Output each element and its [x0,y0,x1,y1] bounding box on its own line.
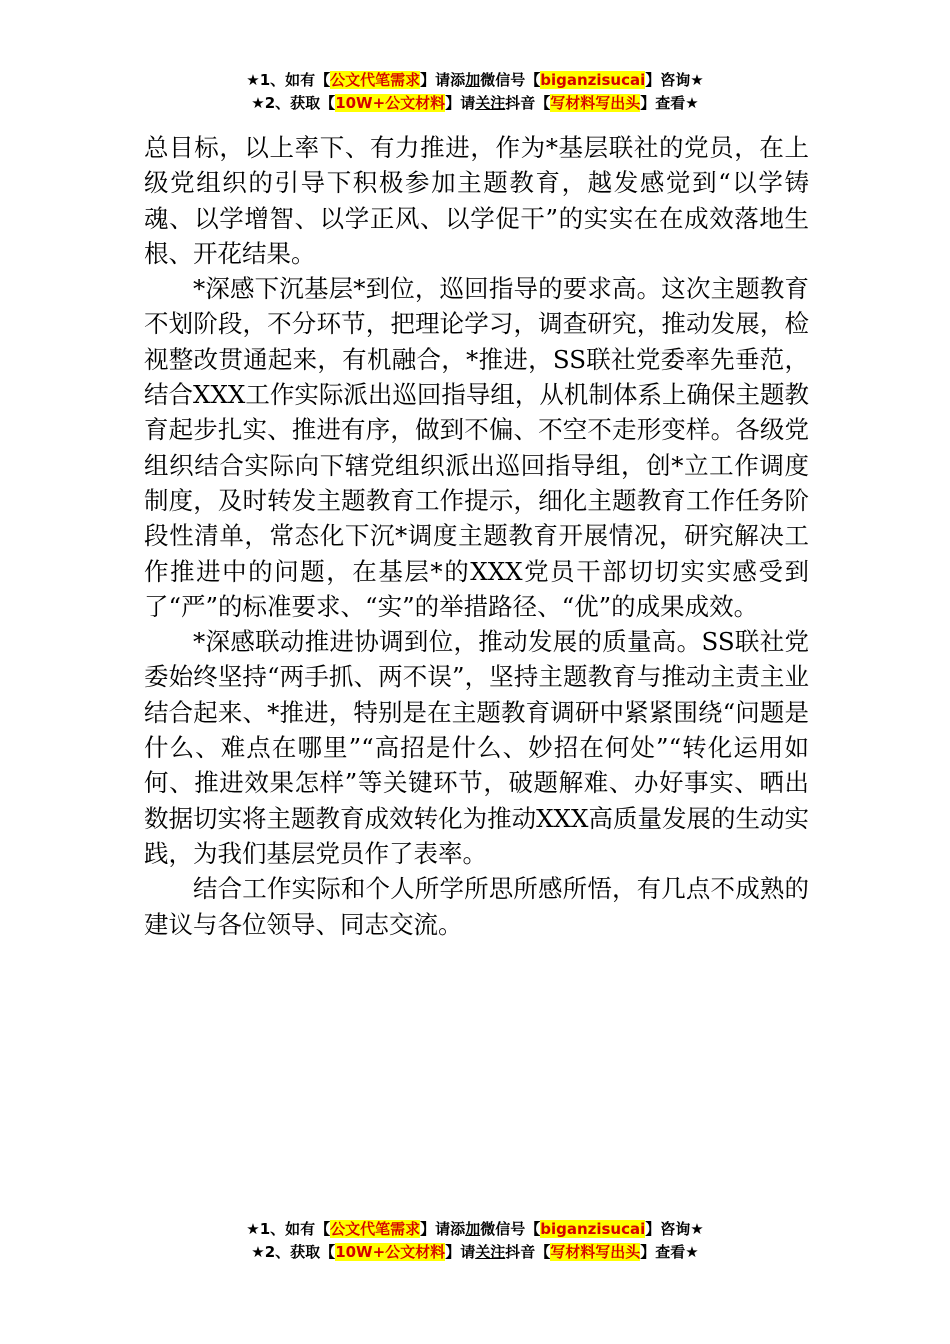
banner-line-1 [0,69,950,92]
banner-text: 】咨询★ [645,1220,704,1238]
paragraph-3: *深感联动推进协调到位，推动发展的质量高。SS联社党委始终坚持“两手抓、两不误”，坚持主题教育与推动主责主业结合起来、*推进，特别是在主题教育调研中紧紧围绕“问题是什么、难点在哪里”“高招是什么、妙招在何处”“转化运用如何、推进效果怎样”等关键环节，破题解难、办好事实、晒出数据切实将主题教育成效转化为推动XXX高质量发展的生动实践，为我们基层党员作了表率。 [144,627,809,868]
highlight-douyin: 写材料写出头 [550,94,641,112]
highlight-service: 公文代笔需求 [330,1220,421,1238]
highlight-service: 公文代笔需求 [330,71,421,89]
document-body [144,130,809,942]
banner-text: 微信号【 [480,71,541,89]
banner-text: 】咨询★ [645,71,704,89]
highlight-wechat-id: biganzisucai [540,71,646,89]
paragraph-2: *深感下沉基层*到位，巡回指导的要求高。这次主题教育不划阶段，不分环节，把理论学习，调查研究，推动发展，检视整改贯通起来，有机融合，*推进，SS联社党委率先垂范，结合XXX工作实际派出巡回指导组，从机制体系上确保主题教育起步扎实、推进有序，做到不偏、不空不走形变样。各级党组织结合实际向下辖党组织派出巡回指导组，创*立工作调度制度，及时转发主题教育工作提示，细化主题教育工作任务阶段性清单，常态化下沉*调度主题教育开展情况，研究解决工作推进中的问题，在基层*的XXX党员干部切切实实感受到了“严”的标准要求、“实”的举措路径、“优”的成果成效。 [144,274,809,621]
banner-emphasis: 加 [465,71,481,89]
banner-text: ★2、获取【 [251,94,336,112]
banner-text: 抖音【 [505,1243,551,1261]
banner-text: 】查看★ [640,1243,699,1261]
banner-emphasis: 关注 [475,94,506,112]
highlight-wechat-id: biganzisucai [540,1220,646,1238]
banner-emphasis: 关注 [475,1243,506,1261]
highlight-materials: 10W+公文材料 [335,94,446,112]
banner-text: 】请 [445,1243,476,1261]
banner-text: 】请 [445,94,476,112]
banner-text: 抖音【 [505,94,551,112]
banner-emphasis: 加 [465,1220,481,1238]
banner-text: 】查看★ [640,94,699,112]
paragraph-4: 结合工作实际和个人所学所思所感所悟，有几点不成熟的建议与各位领导、同志交流。 [144,874,809,939]
banner-text: ★1、如有【 [246,71,331,89]
banner-line-2 [0,1241,950,1264]
header-banner [0,69,950,115]
banner-line-2 [0,92,950,115]
footer-banner [0,1218,950,1264]
banner-line-1 [0,1218,950,1241]
banner-text: ★2、获取【 [251,1243,336,1261]
paragraph-1: 总目标，以上率下、有力推进，作为*基层联社的党员，在上级党组织的引导下积极参加主题教育，越发感觉到“以学铸魂、以学增智、以学正风、以学促干”的实实在在成效落地生根、开花结果。 [144,133,809,268]
banner-text: 】请添 [420,71,466,89]
banner-text: ★1、如有【 [246,1220,331,1238]
banner-text: 微信号【 [480,1220,541,1238]
banner-text: 】请添 [420,1220,466,1238]
highlight-materials: 10W+公文材料 [335,1243,446,1261]
highlight-douyin: 写材料写出头 [550,1243,641,1261]
